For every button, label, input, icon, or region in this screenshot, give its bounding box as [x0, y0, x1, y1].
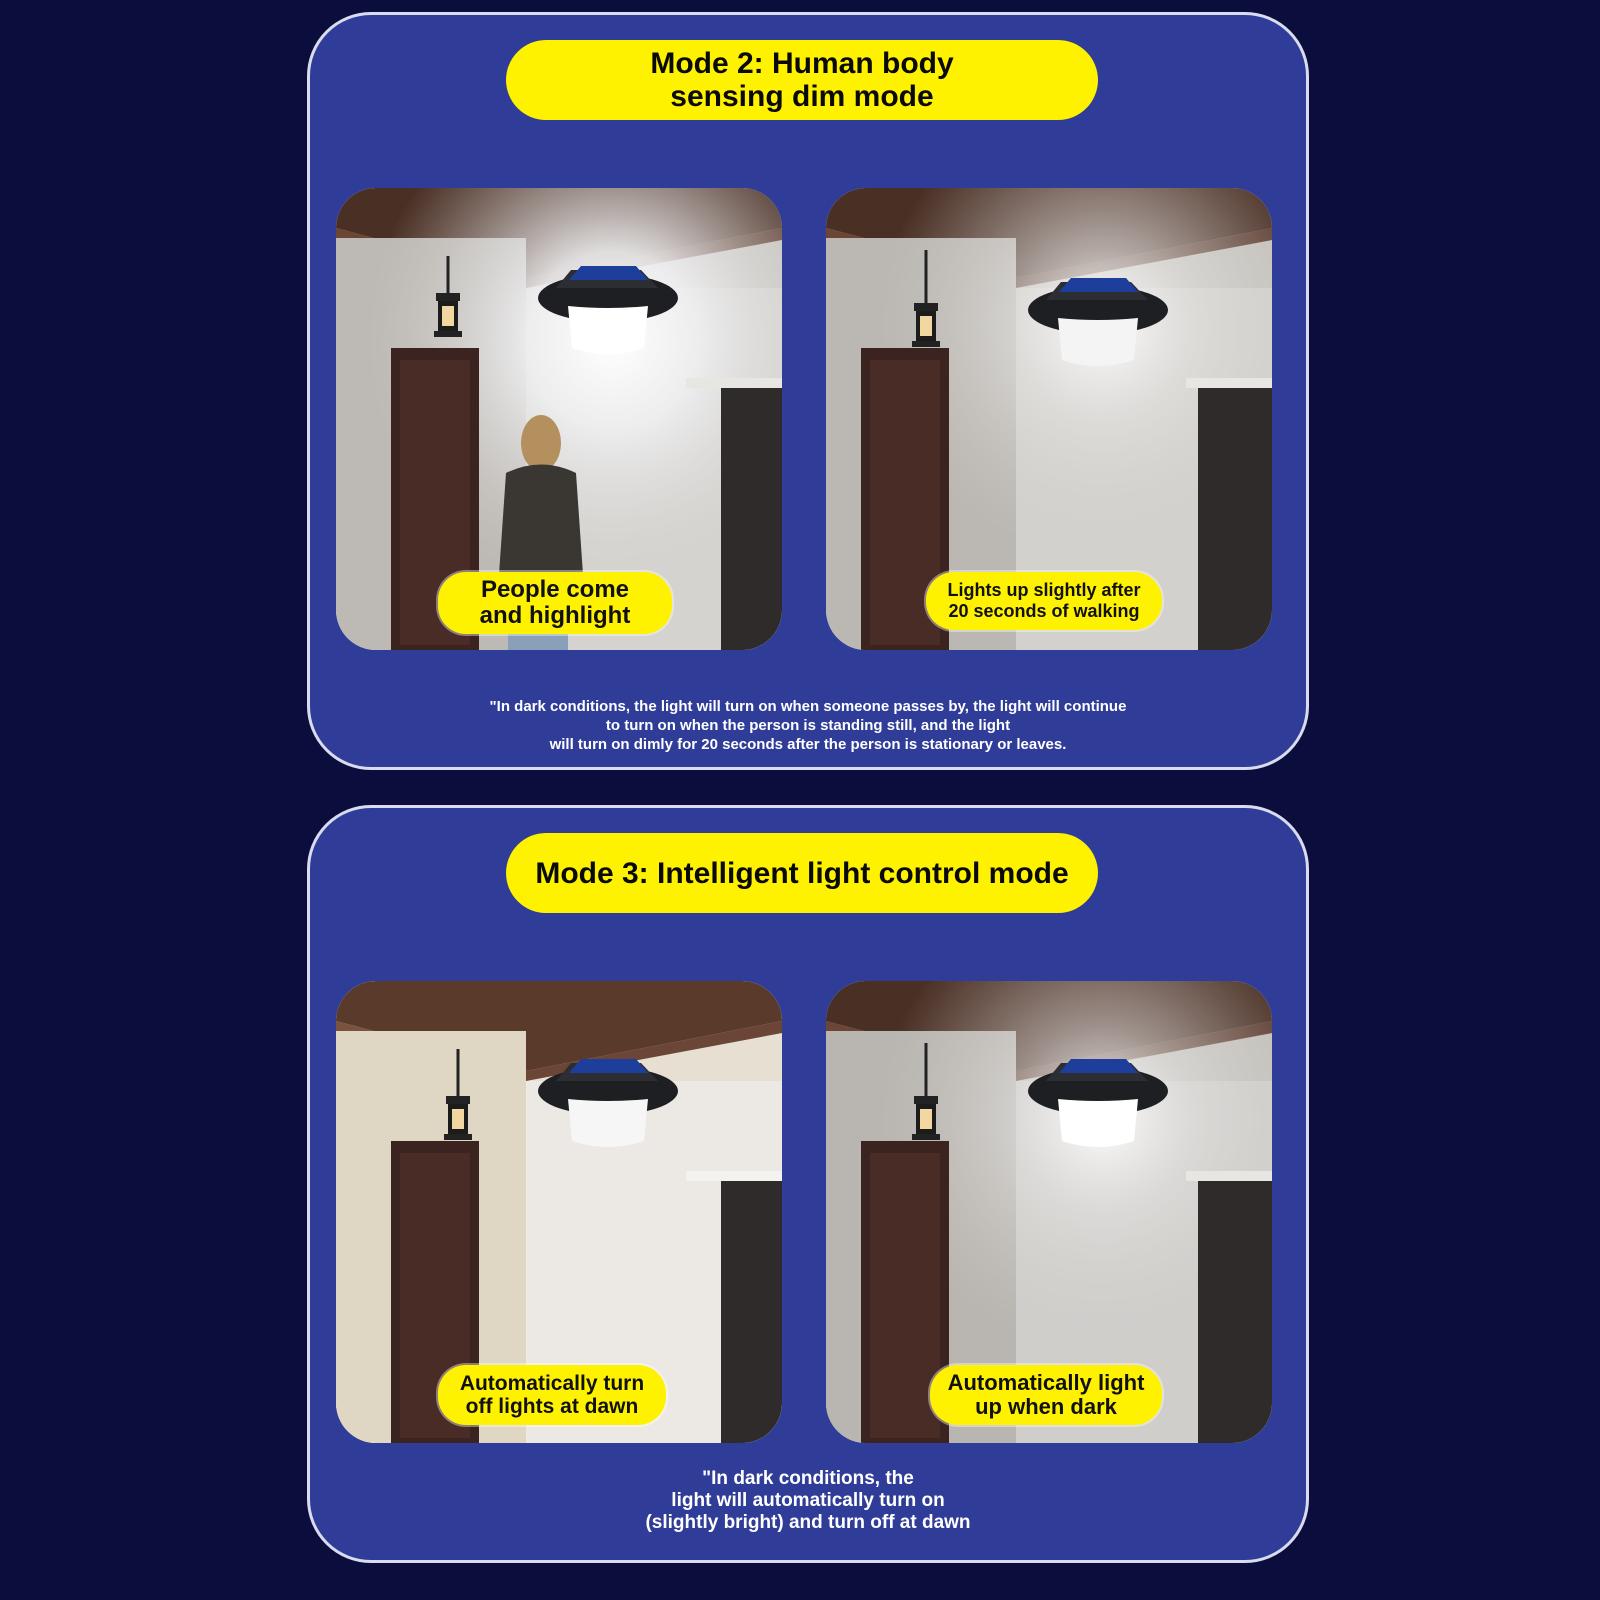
- mode-2-left-caption-pill: [438, 572, 672, 634]
- mode-3-right-caption: Automatically light up when dark: [947, 1370, 1145, 1419]
- mode-2-note: "In dark conditions, the light will turn on when someone passes by, the light will continue to turn on when the person is standing still, and the light will turn on dimly for 20 seconds after the person is stationary or leaves.: [489, 698, 1127, 753]
- mode-2-right-caption: Lights up slightly after 20 seconds of walking: [947, 580, 1141, 621]
- mode-2-scene-person: [336, 188, 782, 650]
- mode-2-left-caption: People come and highlight: [479, 576, 631, 629]
- mode-3-scene-dawn: [336, 981, 782, 1443]
- mode-3-right-caption-pill: [930, 1365, 1162, 1425]
- mode-3-note: "In dark conditions, the light will automatically turn on (slightly bright) and turn off at dawn: [645, 1468, 971, 1533]
- mode-2-right-caption-pill: [926, 572, 1162, 630]
- mode-2-panel: [307, 12, 1309, 770]
- mode-2-title: Mode 2: Human body sensing dim mode: [650, 47, 954, 113]
- mode-3-scene-dark: [826, 981, 1272, 1443]
- mode-2-title-pill: [506, 40, 1098, 120]
- mode-2-scene-empty: [826, 188, 1272, 650]
- mode-3-left-caption: Automatically turn off lights at dawn: [459, 1372, 645, 1418]
- mode-3-left-caption-pill: [438, 1365, 666, 1425]
- mode-3-title: Mode 3: Intelligent light control mode: [535, 856, 1069, 890]
- mode-3-title-pill: [506, 833, 1098, 913]
- mode-3-panel: [307, 805, 1309, 1563]
